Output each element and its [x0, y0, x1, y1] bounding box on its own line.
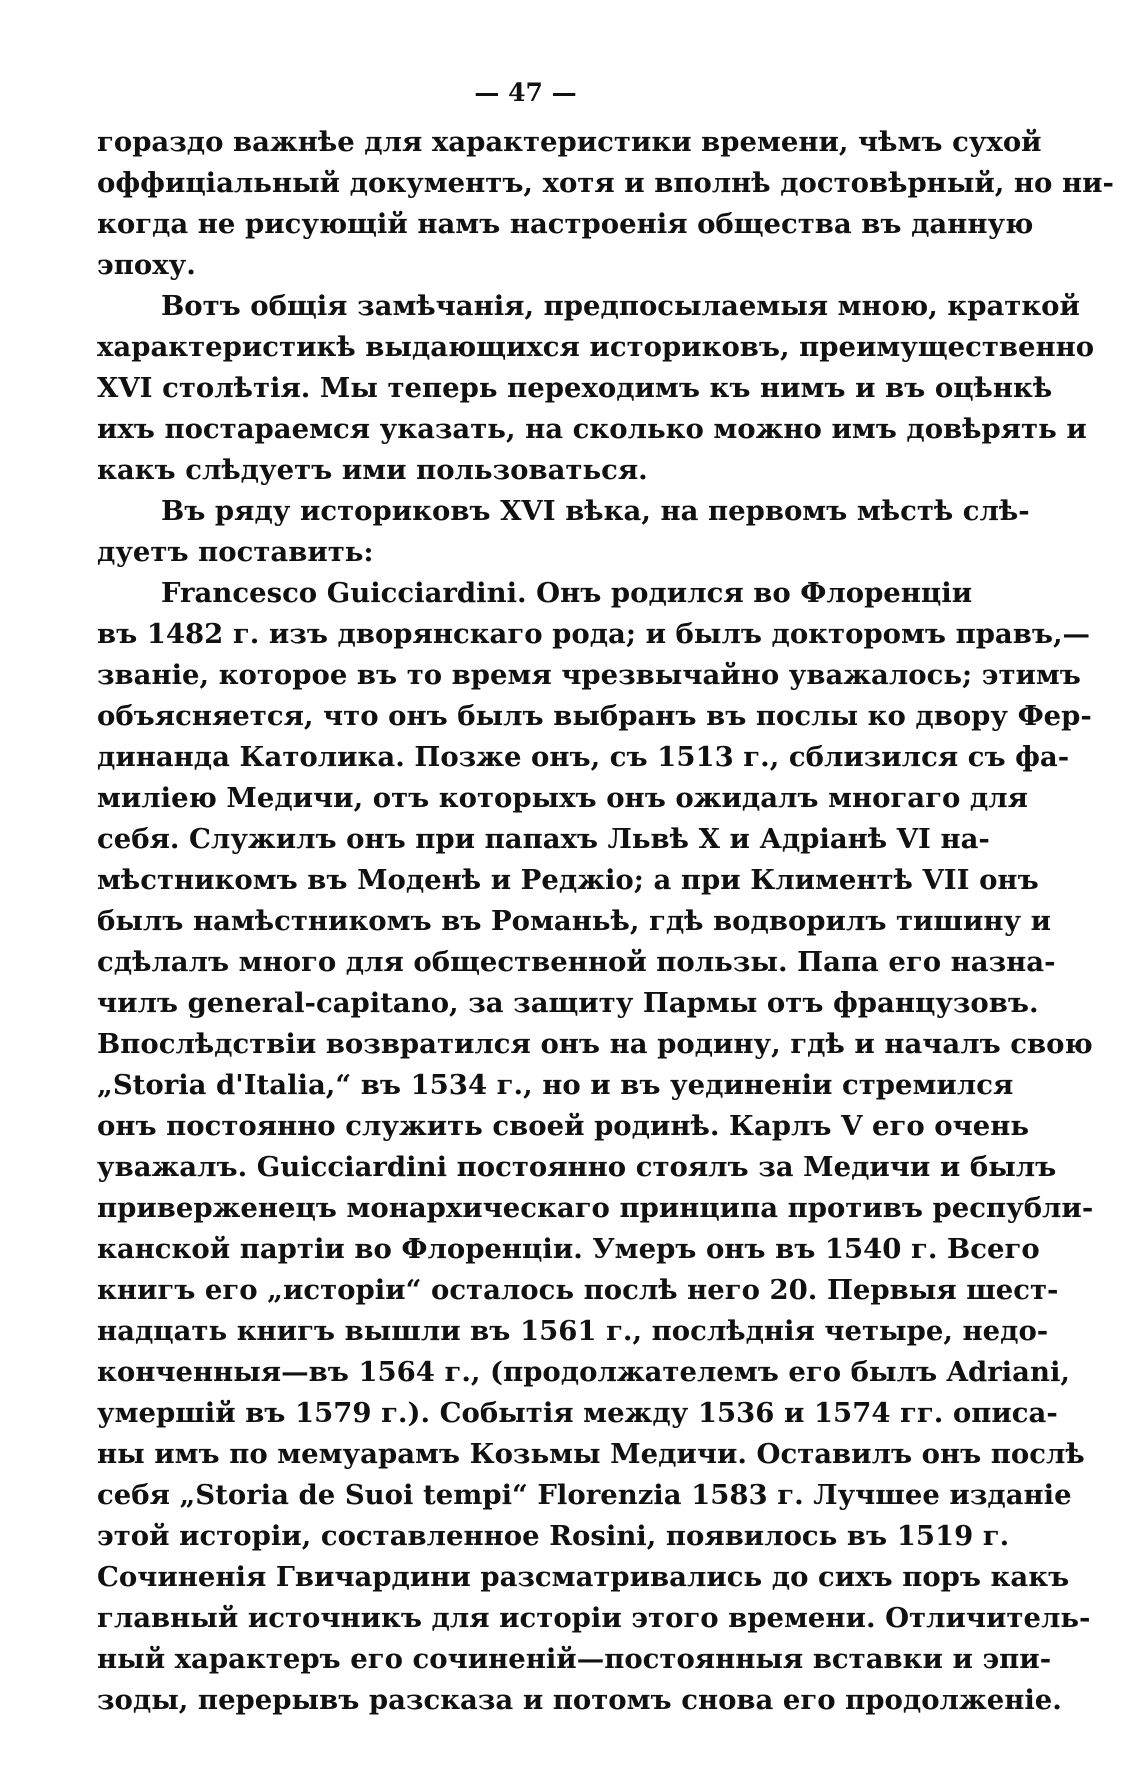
text-line: себя „Storia de Suoi tempi“ Florenzia 1583 г. Лучшее изданіе	[97, 1479, 1072, 1511]
text-line: зоды, перерывъ разсказа и потомъ снова его продолженіе.	[97, 1684, 1062, 1716]
text-line: уважалъ. Guicciardini постоянно стоялъ за Медичи и былъ	[97, 1151, 1057, 1183]
text-line: Вотъ общія замѣчанія, предпосылаемыя мною, краткой	[161, 290, 1080, 322]
paragraph	[97, 491, 1030, 573]
text-line: сдѣлалъ много для общественной пользы. Папа его назна-	[97, 946, 1056, 978]
page-text	[97, 122, 1114, 1721]
text-line: дуетъ поставить:	[97, 536, 374, 568]
text-line: умершій въ 1579 г.). Событія между 1536 и 1574 гг. описа-	[97, 1397, 1058, 1429]
paragraph	[97, 286, 1095, 491]
text-line: Сочиненія Гвичардини разсматривались до сихъ поръ какъ	[97, 1561, 1070, 1593]
text-line: въ 1482 г. изъ дворянскаго рода; и былъ докторомъ правъ,—	[97, 618, 1091, 650]
text-line: миліею Медичи, отъ которыхъ онъ ожидалъ многаго для	[97, 782, 1028, 814]
text-line: этой исторіи, составленное Rosini, появилось въ 1519 г.	[97, 1520, 1010, 1552]
text-line: чилъ general-capitano, за защиту Пармы отъ французовъ.	[97, 987, 1039, 1019]
text-line: Francesco Guicciardini. Онъ родился во Флоренціи	[161, 577, 973, 609]
text-line: приверженецъ монархическаго принципа противъ республи-	[97, 1192, 1094, 1224]
paragraph	[97, 122, 1114, 286]
text-line: себя. Служилъ онъ при папахъ Львѣ X и Адріанѣ VI на-	[97, 823, 990, 855]
text-line: ны имъ по мемуарамъ Козьмы Медичи. Оставилъ онъ послѣ	[97, 1438, 1085, 1470]
text-line: ихъ постараемся указать, на сколько можно имъ довѣрять и	[97, 413, 1087, 445]
text-line: гораздо важнѣе для характеристики времени, чѣмъ сухой	[97, 126, 1042, 158]
text-line: XVI столѣтія. Мы теперь переходимъ къ нимъ и въ оцѣнкѣ	[97, 372, 1053, 404]
text-line: какъ слѣдуетъ ими пользоваться.	[97, 454, 648, 486]
text-line: званіе, которое въ то время чрезвычайно уважалось; этимъ	[97, 659, 1081, 691]
text-line: былъ намѣстникомъ въ Романьѣ, гдѣ водворилъ тишину и	[97, 905, 1052, 937]
text-line: оффиціальный документъ, хотя и вполнѣ достовѣрный, но ни-	[97, 167, 1114, 199]
text-line: характеристикѣ выдающихся историковъ, преимущественно	[97, 331, 1095, 363]
book-page	[97, 78, 1114, 1721]
text-line: объясняется, что онъ былъ выбранъ въ послы ко двору Фер-	[97, 700, 1092, 732]
text-line: канской партіи во Флоренціи. Умеръ онъ въ 1540 г. Всего	[97, 1233, 1040, 1265]
text-line: конченныя—въ 1564 г., (продолжателемъ его былъ Adriani,	[97, 1356, 1070, 1388]
text-line: ный характеръ его сочиненій—постоянныя вставки и эпи-	[97, 1643, 1052, 1675]
paragraph	[97, 573, 1094, 1721]
text-line: надцать книгъ вышли въ 1561 г., послѣднія четыре, недо-	[97, 1315, 1049, 1347]
text-line: главный источникъ для исторіи этого времени. Отличитель-	[97, 1602, 1091, 1634]
text-line: динанда Католика. Позже онъ, съ 1513 г., сблизился съ фа-	[97, 741, 1070, 773]
text-line: онъ постоянно служить своей родинѣ. Карлъ V его очень	[97, 1110, 1030, 1142]
text-line: эпоху.	[97, 249, 196, 281]
text-line: „Storia d'Italia,“ въ 1534 г., но и въ уединеніи стремился	[97, 1069, 1014, 1101]
text-line: книгъ его „исторіи“ осталось послѣ него 20. Первыя шест-	[97, 1274, 1059, 1306]
text-line: Въ ряду историковъ XVI вѣка, на первомъ мѣстѣ слѣ-	[161, 495, 1030, 527]
text-line: когда не рисующій намъ настроенія общества въ данную	[97, 208, 1034, 240]
page-number: — 47 —	[474, 78, 577, 107]
text-line: Впослѣдствіи возвратился онъ на родину, гдѣ и началъ свою	[97, 1028, 1093, 1060]
text-line: мѣстникомъ въ Моденѣ и Реджіо; а при Климентѣ VII онъ	[97, 864, 1039, 896]
